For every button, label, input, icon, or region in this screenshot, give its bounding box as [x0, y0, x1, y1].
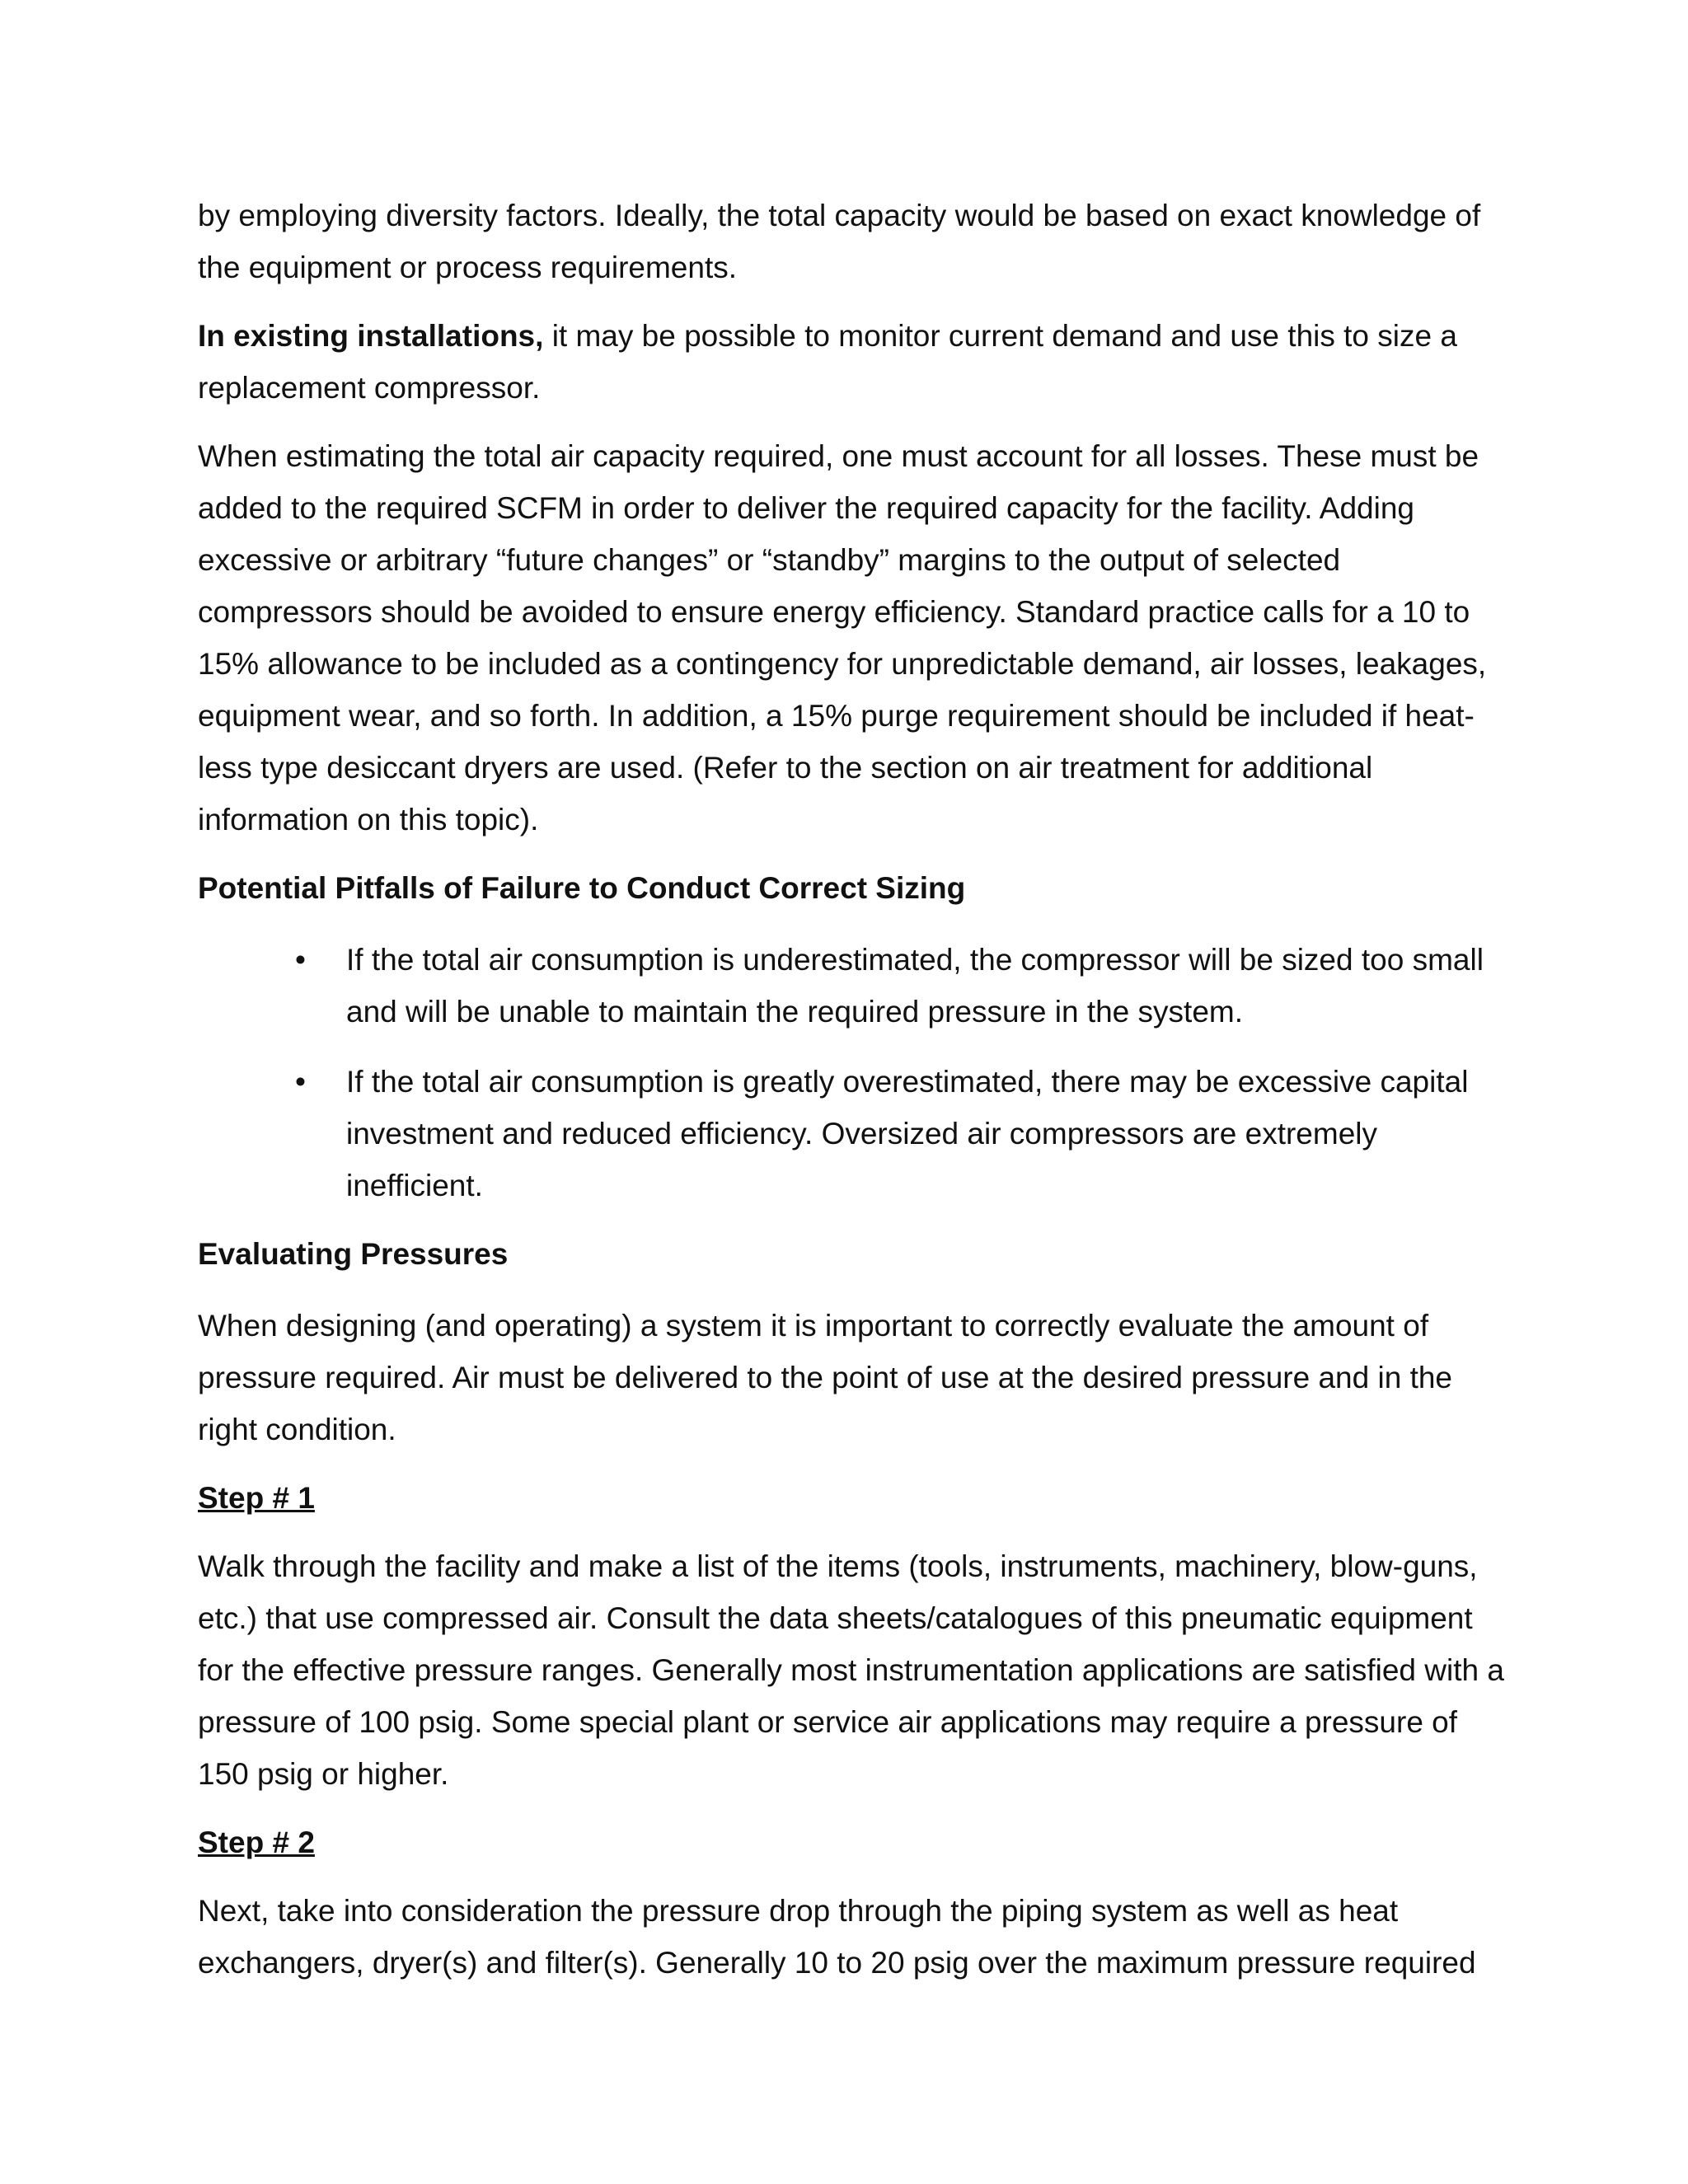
pitfall-item-text: If the total air consumption is greatly overestimated, there may be excessive capital investment and reduced efficiency. Oversized air compressors are extremely inefficient. [346, 1065, 1469, 1202]
pitfall-item-text: If the total air consumption is underestimated, the compressor will be sized too small and will be unable to maintain the required pressure in the system. [346, 943, 1484, 1029]
existing-installations-lead: In existing installations, [198, 319, 544, 353]
step-2-heading: Step # 2 [198, 1825, 315, 1859]
bullet-icon: • [295, 943, 306, 977]
pitfall-item-overestimated [198, 1056, 1517, 1212]
paragraph-air-capacity-losses: When estimating the total air capacity required, one must account for all losses. These must be added to the required SCFM in order to deliver the required capacity for the facility. Adding excessive or arbitrary “future changes” or “standby” margins to the output of selected compressors should be avoided to ensure energy efficiency. Standard practice calls for a 10 to 15% allowance to be included as a contingency for unpredictable demand, air losses, leakages, equipment wear, and so forth. In addition, a 15% purge requirement should be included if heat-less type desiccant dryers are used. (Refer to the section on air treatment for additional information on this topic). [198, 439, 1487, 837]
step-1-heading: Step # 1 [198, 1481, 315, 1515]
paragraph-evaluating-pressures: When designing (and operating) a system it is important to correctly evaluate the amount of pressure required. Air must be delivered to the point of use at the desired pressure and in the right condition. [198, 1309, 1453, 1446]
paragraph-existing-installations [198, 310, 1517, 414]
pitfalls-list [198, 934, 1517, 1212]
paragraph-diversity-factors: by employing diversity factors. Ideally, the total capacity would be based on exact knowledge of the equipment or process requirements. [198, 199, 1481, 284]
page-content [198, 190, 1517, 2005]
evaluating-pressures-heading: Evaluating Pressures [198, 1237, 509, 1271]
pitfall-item-underestimated [198, 934, 1517, 1038]
step-1-body: Walk through the facility and make a list of the items (tools, instruments, machinery, blow-guns, etc.) that use compressed air. Consult the data sheets/catalogues of this pneumatic equipment for the effective pressure ranges. Generally most instrumentation applications are satisfied with a pressure of 100 psig. Some special plant or service air applications may require a pressure of 150 psig or higher. [198, 1549, 1504, 1791]
existing-installations-text: it may be possible to monitor current demand and use this to size a replacement compressor. [198, 319, 1457, 405]
pitfalls-heading: Potential Pitfalls of Failure to Conduct Correct Sizing [198, 871, 966, 905]
step-2-body: Next, take into consideration the pressure drop through the piping system as well as heat exchangers, dryer(s) and filter(s). Generally 10 to 20 psig over the maximum pressure required [198, 1894, 1476, 1980]
bullet-icon: • [295, 1065, 306, 1099]
